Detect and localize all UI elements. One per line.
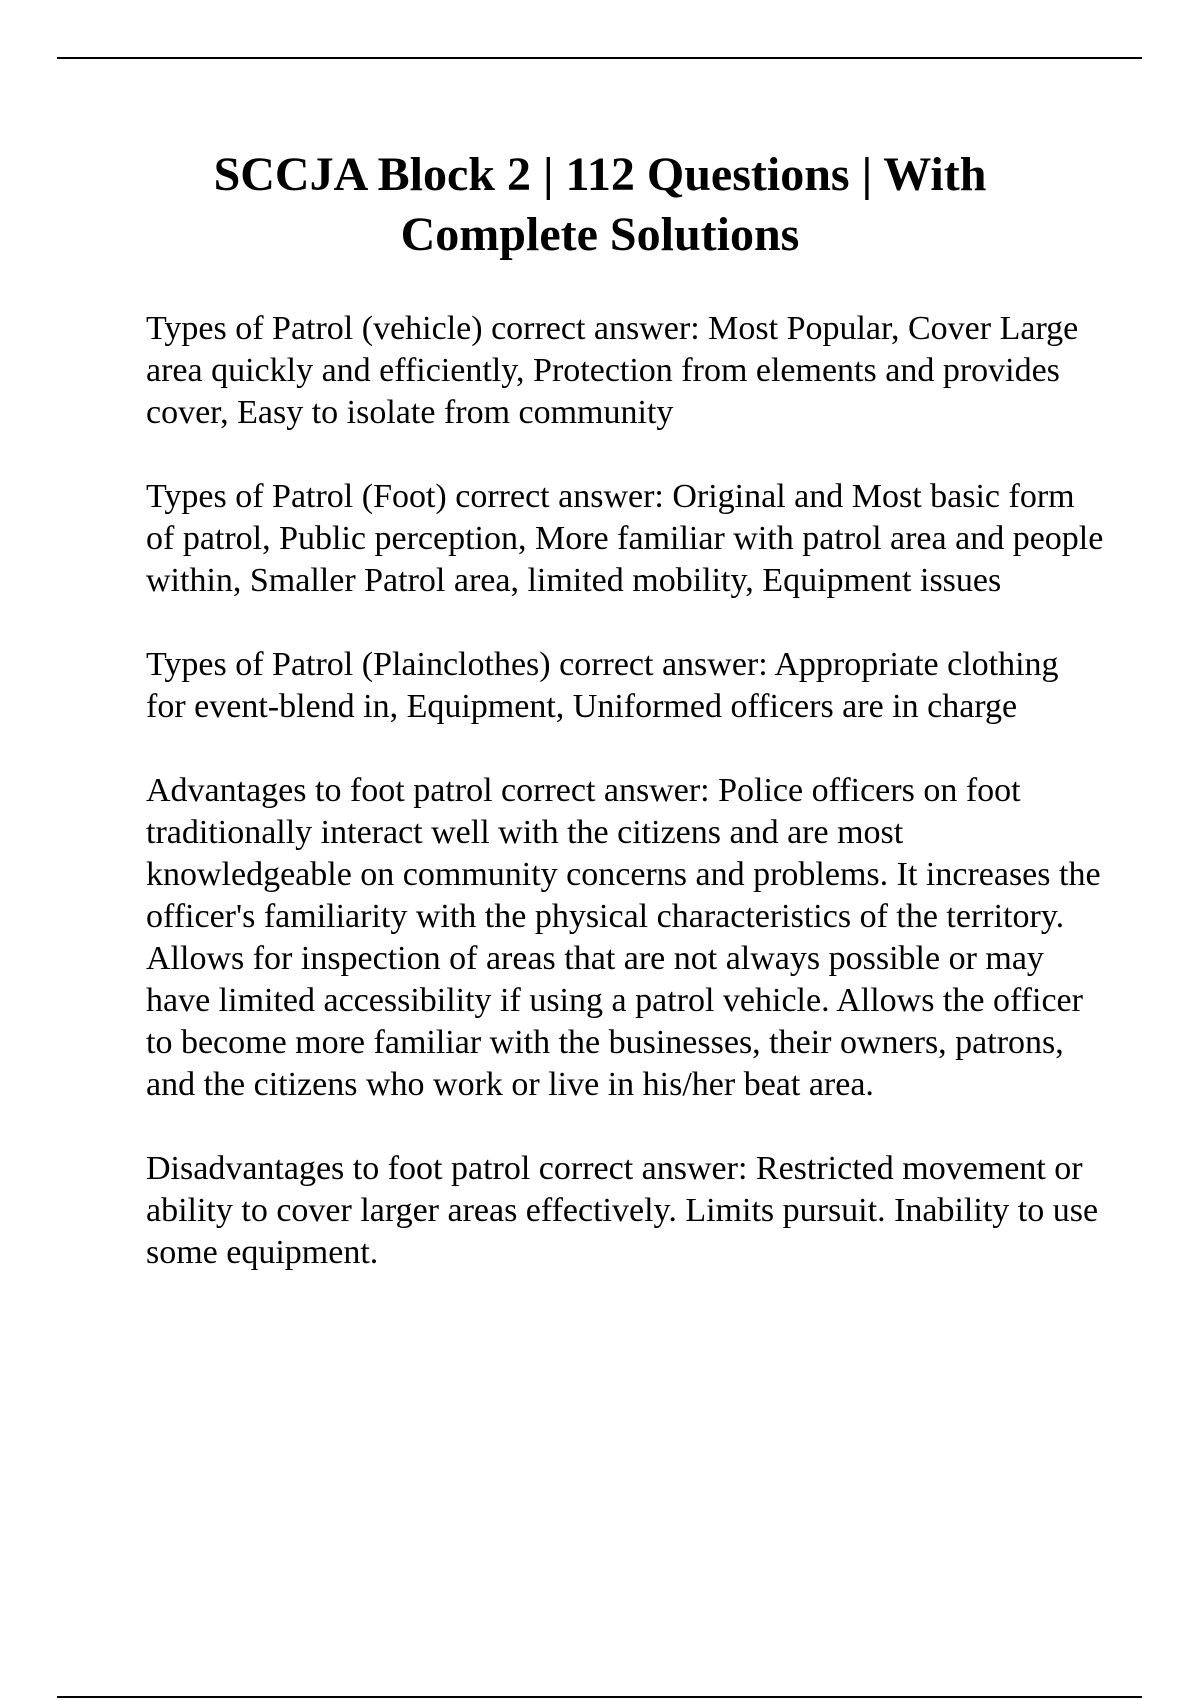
question-text: Types of Patrol (vehicle) correct answer:: [146, 310, 700, 347]
answer-text: Most Popular, Cover Large area quickly and efficiently, Protection from elements and provides cover, Easy to isolate from community: [146, 310, 1079, 431]
footer-rule: [57, 1696, 1142, 1698]
qa-entry-plainclothes-patrol: [146, 644, 1106, 728]
qa-entry-foot-patrol-disadvantages: [146, 1148, 1106, 1274]
question-text: Disadvantages to foot patrol correct answer:: [146, 1150, 748, 1187]
answer-text: Restricted movement or ability to cover larger areas effectively. Limits pursuit. Inability to use some equipment.: [146, 1150, 1099, 1271]
page-title: [100, 145, 1100, 265]
header-rule: [57, 57, 1142, 59]
answer-text: Appropriate clothing for event-blend in, Equipment, Uniformed officers are in charge: [146, 646, 1059, 725]
qa-list: [146, 308, 1106, 1316]
title-line-1: SCCJA Block 2 | 112 Questions | With: [213, 148, 987, 201]
qa-entry-foot-patrol-advantages: [146, 770, 1106, 1106]
qa-entry-vehicle-patrol: [146, 308, 1106, 434]
title-line-2: Complete Solutions: [400, 208, 800, 261]
question-text: Types of Patrol (Plainclothes) correct answer:: [146, 646, 768, 683]
question-text: Advantages to foot patrol correct answer:: [146, 772, 710, 809]
qa-entry-foot-patrol: [146, 476, 1106, 602]
answer-text: Police officers on foot traditionally interact well with the citizens and are most knowledgeable on community concerns and problems. It increases the officer's familiarity with the physical characteristics of the territory. Allows for inspection of areas that are not always possible or may have limited accessibility if using a patrol vehicle. Allows the officer to become more familiar with the businesses, their owners, patrons, and the citizens who work or live in his/her beat area.: [146, 772, 1101, 1103]
answer-text: Original and Most basic form of patrol, Public perception, More familiar with patrol area and people within, Smaller Patrol area, limited mobility, Equipment issues: [146, 478, 1104, 599]
question-text: Types of Patrol (Foot) correct answer:: [146, 478, 664, 515]
